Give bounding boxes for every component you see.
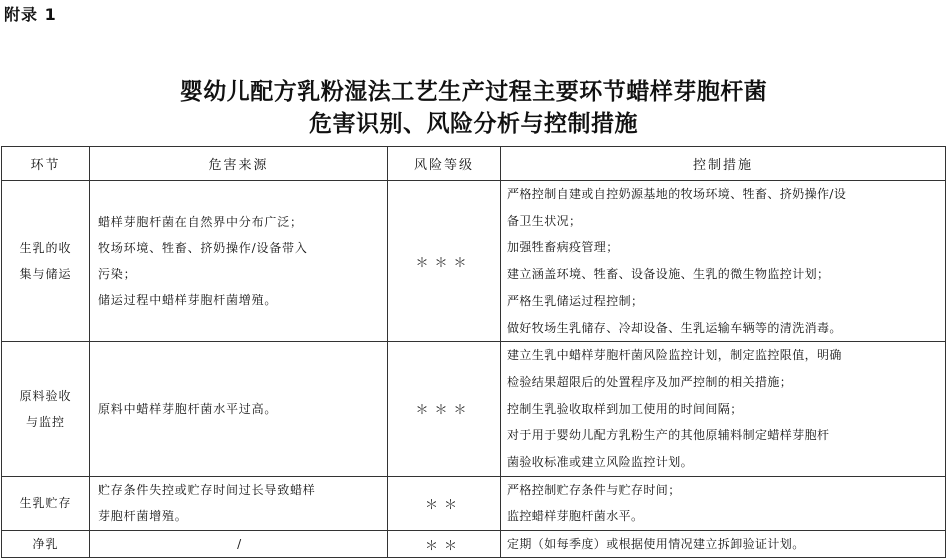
control-text: 对于用于婴幼儿配方乳粉生产的其他原辅料制定蜡样芽胞杆 xyxy=(507,428,830,443)
hazard-control-table xyxy=(1,146,946,558)
header-stage: 环节 xyxy=(2,147,90,181)
control-text: 菌验收标准或建立风险监控计划。 xyxy=(507,455,694,470)
stage-text: 生乳贮存 xyxy=(19,496,72,511)
table-row xyxy=(2,531,946,558)
table-row xyxy=(2,342,946,477)
hazard-source-cell xyxy=(90,476,388,530)
hazard-text: 储运过程中蜡样芽胞杆菌增殖。 xyxy=(98,293,278,308)
stage-cell xyxy=(2,181,90,342)
risk-level-cell: ＊＊＊ xyxy=(388,181,501,342)
control-text: 严格控制自建或自控奶源基地的牧场环境、牲畜、挤奶操作/设 xyxy=(507,187,847,201)
control-text: 做好牧场生乳储存、冷却设备、生乳运输车辆等的清洗消毒。 xyxy=(507,320,842,335)
risk-level-cell: ＊＊＊ xyxy=(388,342,501,477)
stage-text: 净乳 xyxy=(32,537,59,552)
control-text: 建立涵盖环境、牲畜、设备设施、生乳的微生物监控计划； xyxy=(507,267,830,282)
stage-cell xyxy=(2,342,90,477)
stage-text: 集与储运 xyxy=(19,267,72,282)
header-hazard-source: 危害来源 xyxy=(90,147,388,181)
hazard-text: 芽胞杆菌增殖。 xyxy=(98,509,188,524)
stage-text: 生乳的收 xyxy=(19,241,72,256)
hazard-text: 污染； xyxy=(98,267,137,282)
control-text: 严格生乳储运过程控制； xyxy=(507,293,644,308)
hazard-text: 原料中蜡样芽胞杆菌水平过高。 xyxy=(98,401,278,416)
stage-cell xyxy=(2,476,90,530)
stage-text: 原料验收 xyxy=(19,388,72,403)
control-text: 严格控制贮存条件与贮存时间； xyxy=(507,482,681,497)
hazard-source-cell xyxy=(90,342,388,477)
control-text: 控制生乳验收取样到加工使用的时间间隔； xyxy=(507,401,743,416)
table-header-row xyxy=(2,147,946,181)
table-row xyxy=(2,181,946,342)
control-text: 建立生乳中蜡样芽胞杆菌风险监控计划，制定监控限值，明确 xyxy=(507,348,842,363)
appendix-label: 附录 1 xyxy=(4,5,57,24)
control-text: 加强牲畜病疫管理； xyxy=(507,240,619,255)
control-measures-cell xyxy=(501,476,946,530)
risk-level-cell: ＊＊ xyxy=(388,531,501,558)
header-control-measures: 控制措施 xyxy=(501,147,946,181)
hazard-source-cell xyxy=(90,531,388,558)
table-row xyxy=(2,476,946,530)
document-title-line2: 危害识别、风险分析与控制措施 xyxy=(309,111,638,137)
control-text: 定期（如每季度）或根据使用情况建立拆卸验证计划。 xyxy=(507,537,805,552)
document-title-line1: 婴幼儿配方乳粉湿法工艺生产过程主要环节蜡样芽胞杆菌 xyxy=(179,79,768,105)
control-text: 检验结果超限后的处置程序及加严控制的相关措施； xyxy=(507,374,793,389)
control-measures-cell xyxy=(501,531,946,558)
control-measures-cell xyxy=(501,181,946,342)
hazard-text: 贮存条件失控或贮存时间过长导致蜡样 xyxy=(98,483,316,498)
control-text: 备卫生状况； xyxy=(507,213,582,228)
hazard-text: 蜡样芽胞杆菌在自然界中分布广泛； xyxy=(98,215,303,230)
hazard-text: 牧场环境、牲畜、挤奶操作/设备带入 xyxy=(98,241,308,256)
control-measures-cell xyxy=(501,342,946,477)
control-text: 监控蜡样芽胞杆菌水平。 xyxy=(507,509,644,524)
hazard-text: / xyxy=(237,537,242,552)
stage-cell xyxy=(2,531,90,558)
stage-text: 与监控 xyxy=(25,414,65,429)
header-risk-level: 风险等级 xyxy=(388,147,501,181)
hazard-source-cell xyxy=(90,181,388,342)
risk-level-cell: ＊＊ xyxy=(388,476,501,530)
